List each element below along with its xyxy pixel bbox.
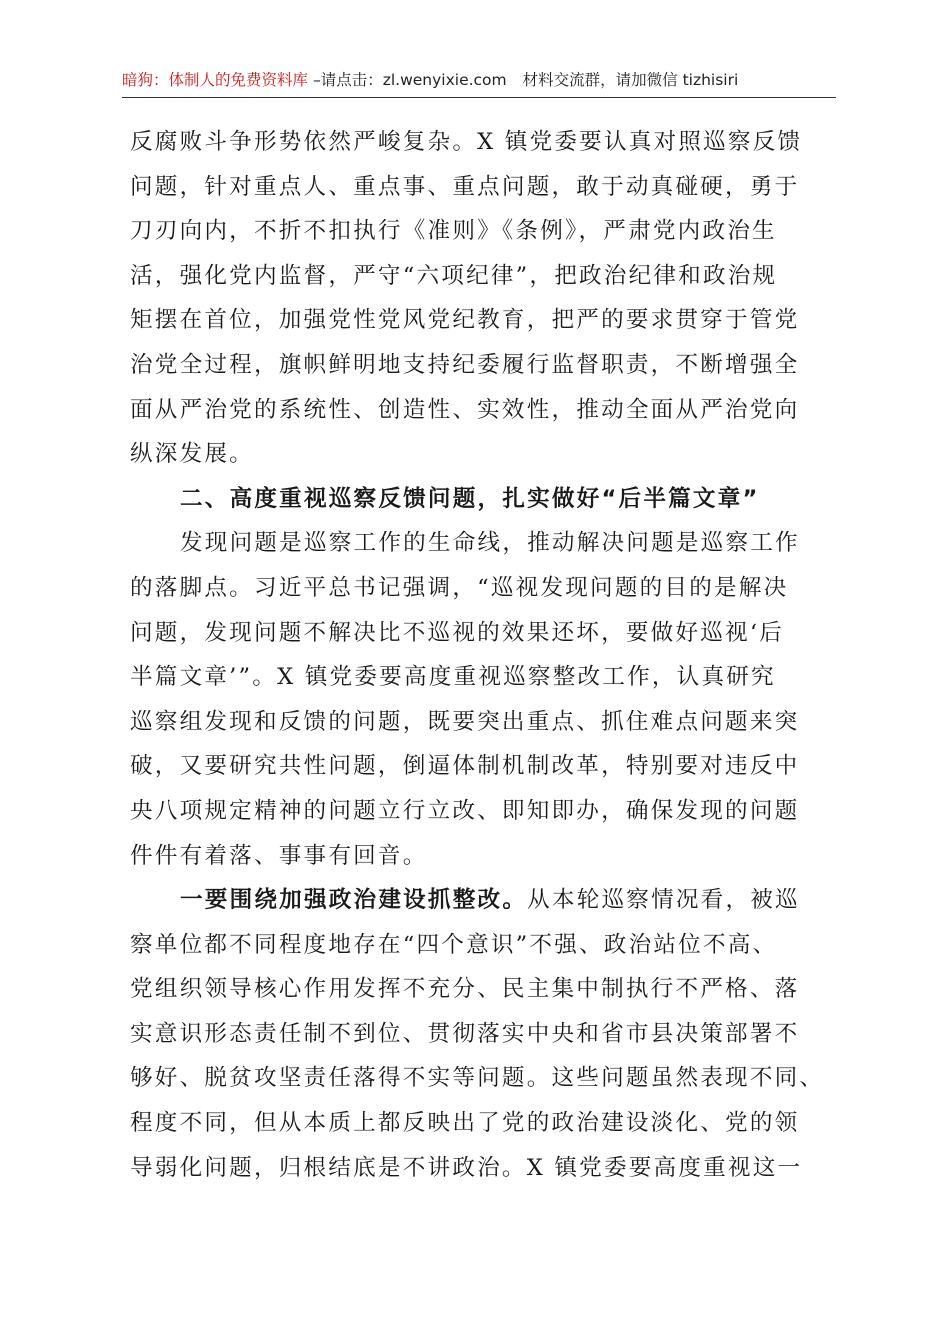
paragraph-line: 巡察组发现和反馈的问题，既要突出重点、抓住难点问题来突 <box>130 708 800 735</box>
paragraph-line: 的落脚点。习近平总书记强调，“巡视发现问题的目的是解决 <box>130 574 789 601</box>
paragraph-line: 治党全过程，旗帜鲜明地支持纪委履行监督职责，不断增强全 <box>130 351 800 378</box>
paragraph-line: 问题，针对重点人、重点事、重点问题，敢于动真碰硬，勇于 <box>130 173 800 200</box>
header-site-name: 暗狗：体制人的免费资料库 <box>122 71 309 89</box>
header-link[interactable]: zl.wenyixie.com <box>382 71 507 89</box>
paragraph-line: 党组织领导核心作用发挥不充分、民主集中制执行不严格、落 <box>130 976 800 1003</box>
paragraph-line <box>130 878 830 923</box>
header-contact: 材料交流群，请加微信 tizhisiri <box>522 71 739 89</box>
header-link-label: –请点击： <box>308 71 383 89</box>
paragraph-line: 央八项规定精神的问题立行立改、即知即办，确保发现的问题 <box>130 797 800 824</box>
paragraph-lead-rest: 从本轮巡察情况看，被巡 <box>527 887 800 914</box>
paragraph-line: 察单位都不同程度地存在“四个意识”不强、政治站位不高、 <box>130 931 778 958</box>
paragraph-line: 件件有着落、事事有回音。 <box>130 842 428 869</box>
paragraph-line: 实意识形态责任制不到位、贯彻落实中央和省市县决策部署不 <box>130 1020 800 1047</box>
paragraph-line: 导弱化问题，归根结底是不讲政治。X 镇党委要高度重视这一 <box>130 1154 803 1181</box>
section-heading: 二、高度重视巡察反馈问题，扎实做好“后半篇文章” <box>180 485 760 512</box>
page-header <box>122 64 836 98</box>
paragraph-line: 矩摆在首位，加强党性党风党纪教育，把严的要求贯穿于管党 <box>130 307 800 334</box>
paragraph-line: 够好、脱贫攻坚责任落得不实等问题。这些问题虽然表现不同、 <box>130 1065 825 1092</box>
paragraph-lead-bold: 一要围绕加强政治建设抓整改。 <box>180 887 528 914</box>
paragraph-line: 刀刃向内，不折不扣执行《准则》《条例》，严肃党内政治生 <box>130 218 777 245</box>
document-body <box>130 120 830 1190</box>
paragraph-line: 破，又要研究共性问题，倒逼体制机制改革，特别要对违反中 <box>130 753 800 780</box>
paragraph-line: 活，强化党内监督，严守“六项纪律”，把政治纪律和政治规 <box>130 262 778 289</box>
paragraph-line: 面从严治党的系统性、创造性、实效性，推动全面从严治党向 <box>130 396 800 423</box>
paragraph-line: 发现问题是巡察工作的生命线，推动解决问题是巡察工作 <box>180 530 800 557</box>
paragraph-line: 纵深发展。 <box>130 441 254 468</box>
paragraph-line: 问题，发现问题不解决比不巡视的效果还坏，要做好巡视‘后 <box>130 619 785 646</box>
paragraph-line: 程度不同，但从本质上都反映出了党的政治建设淡化、党的领 <box>130 1110 800 1137</box>
paragraph-line: 半篇文章’”。X 镇党委要高度重视巡察整改工作，认真研究 <box>130 664 776 691</box>
paragraph-line: 反腐败斗争形势依然严峻复杂。X 镇党委要认真对照巡察反馈 <box>130 129 803 155</box>
